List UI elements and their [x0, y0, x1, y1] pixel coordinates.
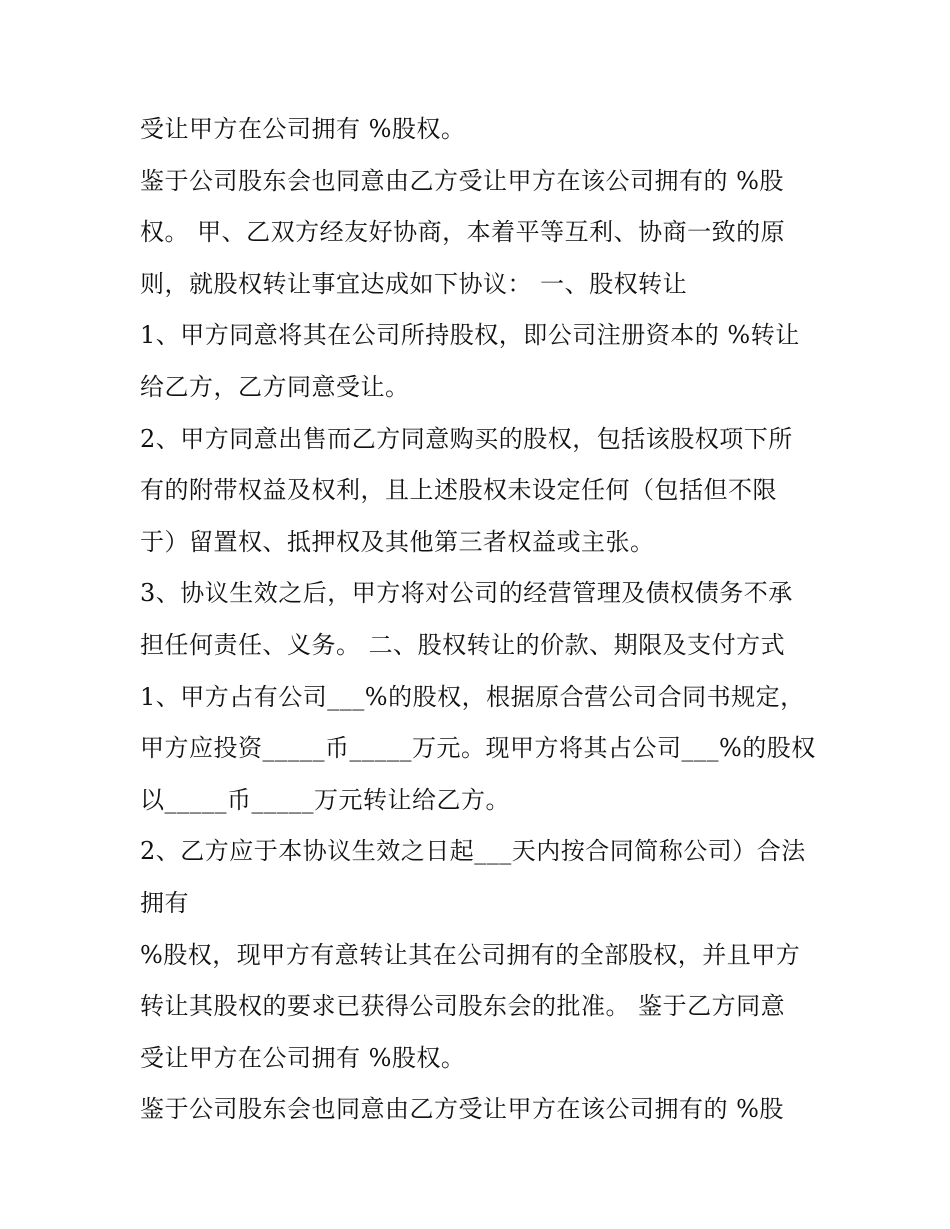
text-line: 则，就股权转让事宜达成如下协议： 一、股权转让 — [140, 269, 688, 298]
text-line: 2、乙方应于本协议生效之日起___天内按合同简称公司）合法 — [140, 837, 806, 866]
text-line: 1、甲方同意将其在公司所持股权，即公司注册资本的 %转让 — [140, 321, 800, 350]
text-line: 2、甲方同意出售而乙方同意购买的股权，包括该股权项下所 — [140, 424, 793, 453]
text-line: 鉴于公司股东会也同意由乙方受让甲方在该公司拥有的 %股 — [140, 166, 784, 195]
text-line: 担任何责任、义务。 二、股权转让的价款、期限及支付方式 — [140, 630, 786, 659]
text-line: 受让甲方在公司拥有 %股权。 — [140, 115, 466, 143]
text-line: 受让甲方在公司拥有 %股权。 — [140, 1043, 466, 1072]
text-line: 有的附带权益及权利，且上述股权未设定任何（包括但不限 — [140, 476, 777, 505]
text-line: 于）留置权、抵押权及其他第三者权益或主张。 — [140, 527, 655, 556]
text-line: 转让其股权的要求已获得公司股东会的批准。 鉴于乙方同意 — [140, 992, 786, 1021]
text-line: 3、协议生效之后，甲方将对公司的经营管理及债权债务不承 — [140, 579, 793, 608]
text-line: 甲方应投资_____币_____万元。现甲方将其占公司___%的股权 — [140, 734, 816, 763]
text-line: 1、甲方占有公司___%的股权，根据原合营公司合同书规定， — [140, 682, 805, 711]
text-line: 以_____币_____万元转让给乙方。 — [140, 785, 510, 814]
text-line: 鉴于公司股东会也同意由乙方受让甲方在该公司拥有的 %股 — [140, 1095, 784, 1124]
text-line: 拥有 — [140, 888, 189, 917]
text-line: 给乙方，乙方同意受让。 — [140, 372, 410, 401]
text-line: 权。 甲、乙双方经友好协商，本着平等互利、协商一致的原 — [140, 218, 786, 247]
text-line: %股权，现甲方有意转让其在公司拥有的全部股权，并且甲方 — [140, 940, 801, 969]
document-body — [140, 104, 820, 1136]
